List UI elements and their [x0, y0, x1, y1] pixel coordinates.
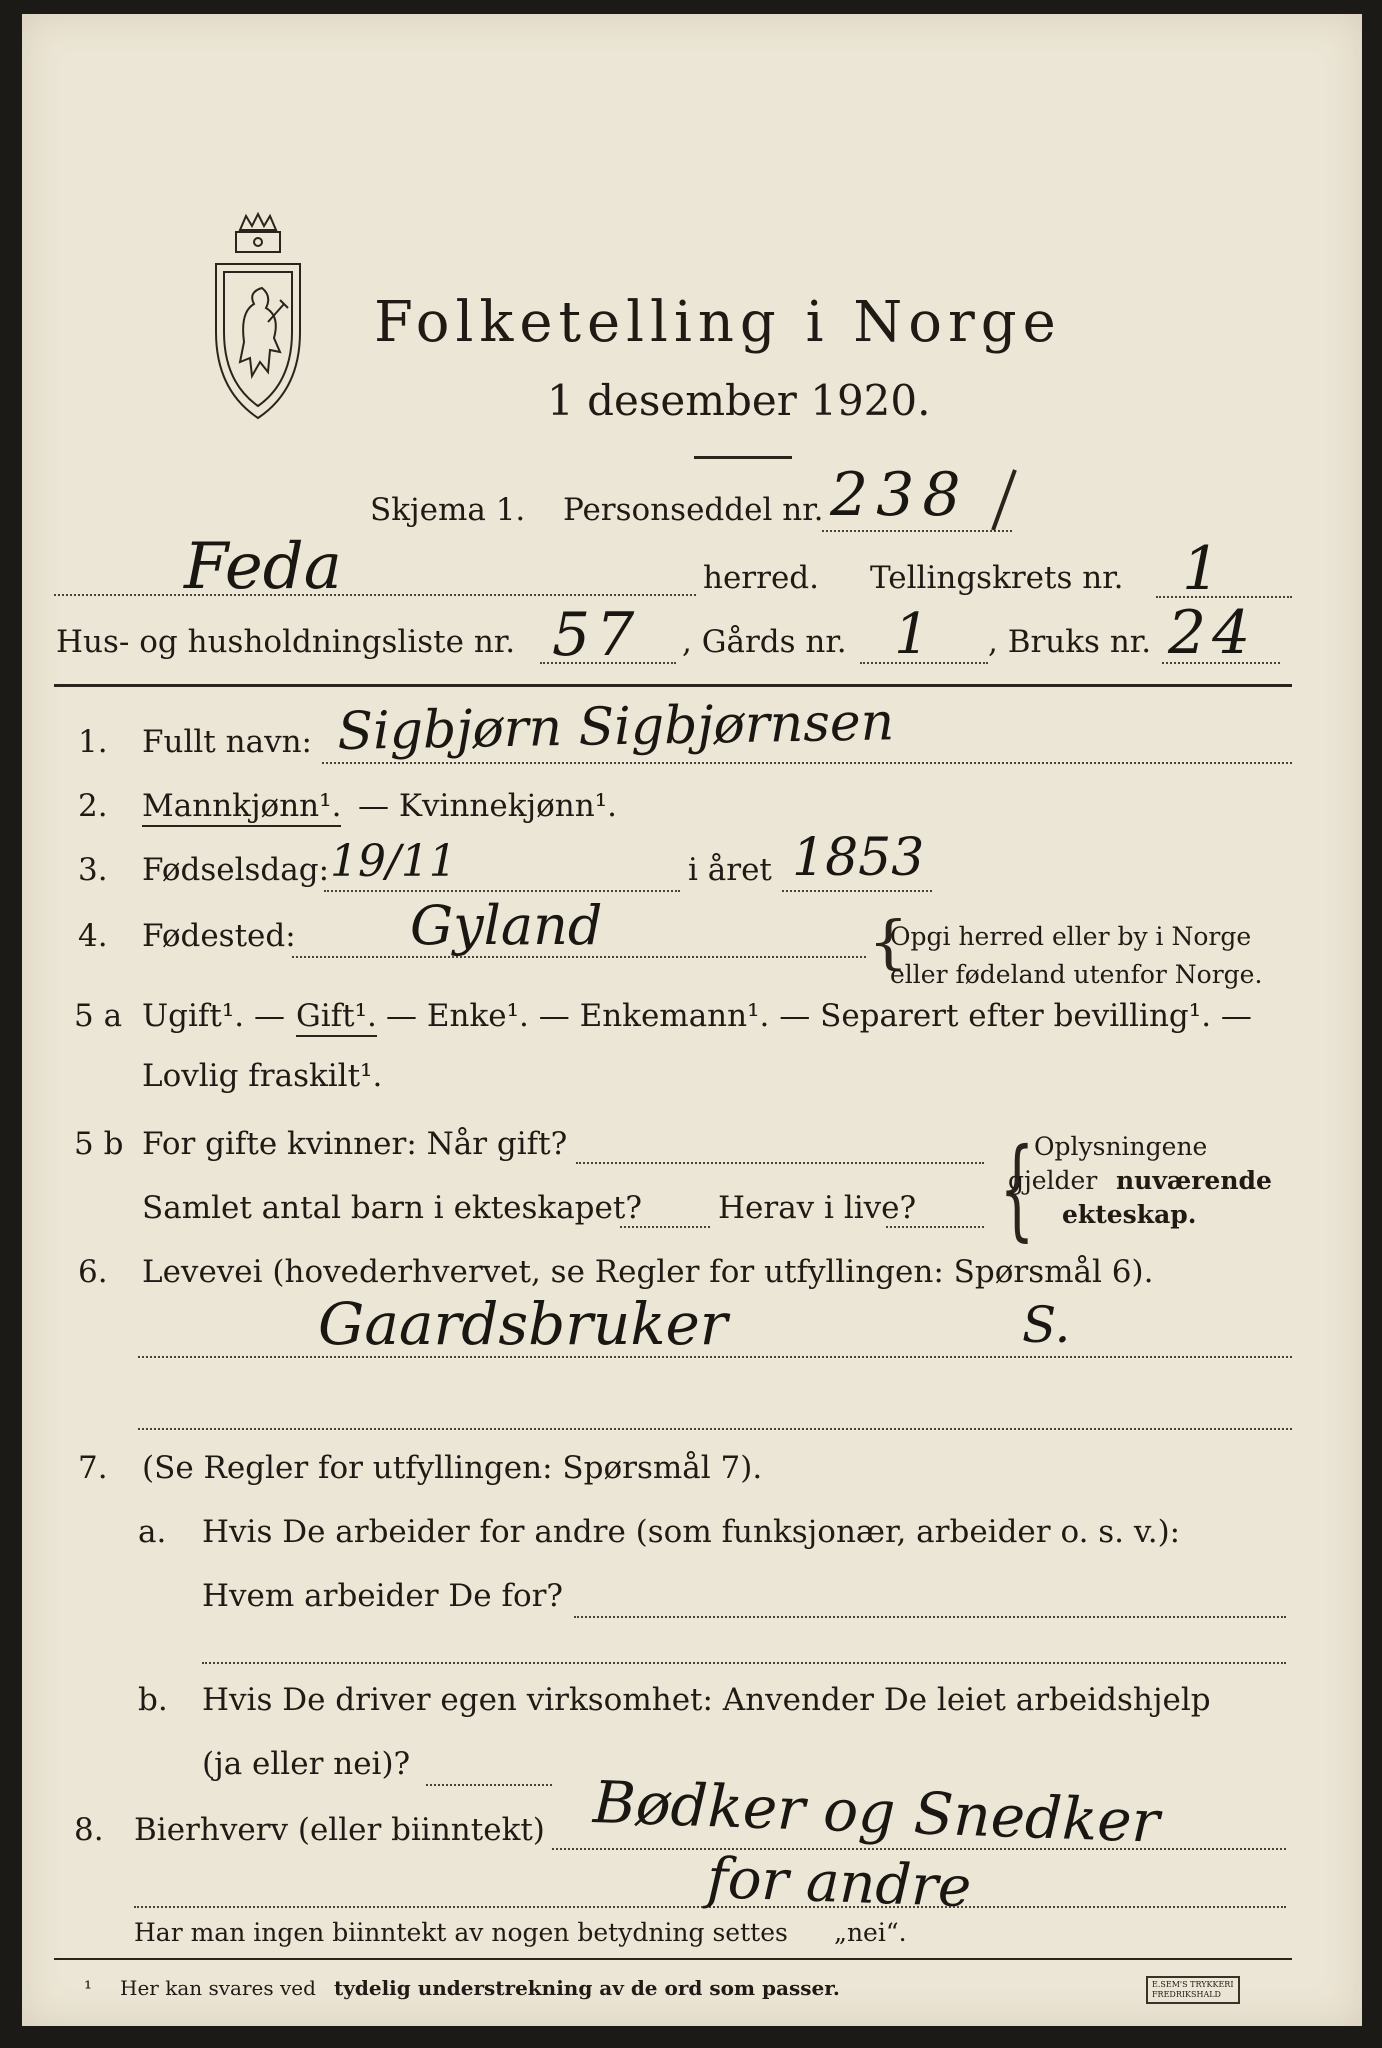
q5a-ugift: Ugift¹. — — [142, 998, 285, 1034]
husliste-value: 57 — [552, 600, 641, 670]
q5a-fraskilt: Lovlig fraskilt¹. — [142, 1058, 383, 1094]
q7a-letter: a. — [138, 1514, 167, 1550]
q7a-label: Hvis De arbeider for andre (som funksjonær, arbeider o. s. v.): — [202, 1514, 1181, 1550]
q3-label: Fødselsdag: — [142, 852, 330, 888]
personseddel-line — [822, 530, 1012, 532]
q6-value-suffix: S. — [1022, 1296, 1071, 1354]
bruks-value: 24 — [1168, 598, 1257, 668]
header-rule — [54, 684, 1292, 687]
divider — [694, 456, 792, 459]
q6-line-2 — [138, 1428, 1292, 1430]
form-title: Folketelling i Norge — [374, 290, 1062, 355]
q8-value-2: for andre — [706, 1846, 973, 1921]
q1-value: Sigbjørn Sigbjørnsen — [336, 692, 895, 762]
q2-female-option: — Kvinnekjønn¹. — [358, 788, 617, 824]
q5b-children-label: Samlet antal barn i ekteskapet? — [142, 1190, 642, 1226]
q4-number: 4. — [78, 918, 108, 954]
q5b-married-line — [576, 1162, 984, 1164]
personseddel-value: 238 — [830, 460, 969, 530]
q7b-line — [426, 1784, 552, 1786]
q8-note-a: Har man ingen biinntekt av nogen betydning settes — [134, 1918, 788, 1947]
schema-label: Skjema 1. — [370, 492, 526, 528]
printer-stamp — [1146, 1976, 1240, 2004]
footer-rule — [54, 1958, 1292, 1960]
q8-number: 8. — [74, 1812, 104, 1848]
q5a-gift-option: Gift¹. — [296, 998, 377, 1037]
pen-stroke — [991, 469, 1017, 531]
q5b-note-2b: nuværende — [1116, 1166, 1272, 1195]
q3-day-value: 19/11 — [330, 836, 457, 887]
footnote-marker: ¹ — [84, 1976, 93, 2000]
q7a-line-2 — [202, 1662, 1286, 1664]
tellingskrets-value: 1 — [1182, 534, 1221, 604]
q5b-note-1: Oplysningene — [1034, 1132, 1208, 1161]
q5b-number: 5 b — [74, 1126, 124, 1162]
q8-line-1 — [552, 1848, 1286, 1850]
q8-note-b: „nei“. — [834, 1918, 907, 1947]
q6-label: Levevei (hovederhvervet, se Regler for utfyllingen: Spørsmål 6). — [142, 1254, 1154, 1290]
husliste-label: Hus- og husholdningsliste nr. — [56, 624, 516, 660]
footnote-text-a: Her kan svares ved — [120, 1976, 316, 2000]
coat-of-arms-icon — [210, 212, 306, 424]
q2-number: 2. — [78, 788, 108, 824]
q3-year-label: i året — [688, 852, 772, 888]
q7a-employer-label: Hvem arbeider De for? — [202, 1578, 564, 1614]
tellingskrets-label: Tellingskrets nr. — [870, 560, 1124, 596]
census-form — [22, 14, 1362, 2026]
q7b-answer-label: (ja eller nei)? — [202, 1746, 411, 1782]
q7-label: (Se Regler for utfyllingen: Spørsmål 7). — [142, 1450, 763, 1486]
q5b-note-3: ekteskap. — [1062, 1200, 1197, 1229]
q4-note-2: eller fødeland utenfor Norge. — [890, 960, 1263, 989]
census-date: 1 desember 1920. — [547, 376, 931, 425]
q7b-letter: b. — [138, 1682, 168, 1718]
q2-male-option: Mannkjønn¹. — [142, 788, 341, 827]
q1-line — [322, 762, 1292, 764]
q5b-children-line — [620, 1226, 710, 1228]
q5b-note-2a: gjelder — [1008, 1166, 1098, 1195]
footnote-text-b: tydelig understrekning av de ord som passer. — [334, 1976, 840, 2000]
q5a-number: 5 a — [74, 998, 123, 1034]
q5b-label: For gifte kvinner: Når gift? — [142, 1126, 568, 1162]
printer-stamp-line-2: FREDRIKSHALD — [1152, 1990, 1221, 1999]
q7b-label: Hvis De driver egen virksomhet: Anvender De leiet arbeidshjelp — [202, 1682, 1211, 1718]
gards-value: 1 — [894, 602, 930, 667]
herred-value: Feda — [184, 530, 342, 604]
q4-brace: { — [868, 909, 909, 977]
q6-number: 6. — [78, 1254, 108, 1290]
q1-number: 1. — [78, 724, 108, 760]
bruks-label: , Bruks nr. — [988, 624, 1152, 660]
q7a-line-1 — [574, 1616, 1286, 1618]
gards-label: , Gårds nr. — [682, 624, 847, 660]
q5b-alive-line — [886, 1226, 984, 1228]
q4-note-1: Opgi herred eller by i Norge — [890, 922, 1252, 951]
q3-day-line — [324, 890, 680, 892]
q4-value: Gyland — [410, 894, 603, 957]
q8-value-1: Bødker og Snedker — [592, 1768, 1161, 1856]
q5a-other-options: — Enke¹. — Enkemann¹. — Separert efter bevilling¹. — — [386, 998, 1252, 1034]
personseddel-label: Personseddel nr. — [563, 492, 824, 528]
printer-stamp-line-1: E.SEM'S TRYKKERI — [1152, 1980, 1234, 1989]
herred-label: herred. — [703, 560, 819, 596]
q3-number: 3. — [78, 852, 108, 888]
q3-year-line — [782, 890, 932, 892]
q4-label: Fødested: — [142, 918, 296, 954]
q7-number: 7. — [78, 1450, 108, 1486]
q3-year-value: 1853 — [792, 828, 925, 888]
q6-value: Gaardsbruker — [318, 1290, 728, 1358]
herred-line — [54, 594, 696, 596]
q5b-alive-label: Herav i live? — [718, 1190, 917, 1226]
q8-label: Bierhverv (eller biinntekt) — [134, 1812, 545, 1848]
q1-label: Fullt navn: — [142, 724, 312, 760]
q5b-brace: { — [999, 1124, 1035, 1252]
